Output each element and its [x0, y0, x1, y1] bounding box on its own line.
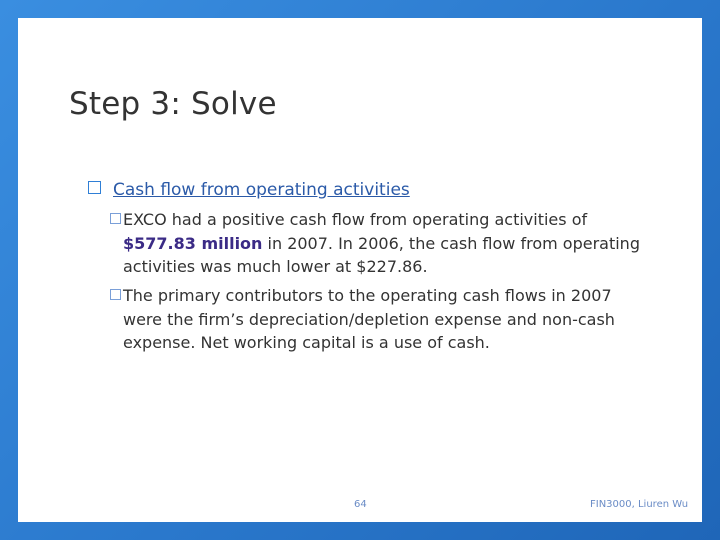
slide-canvas [18, 18, 702, 522]
sub-bullet-item [123, 284, 643, 355]
highlighted-amount: $577.83 million [123, 233, 263, 253]
heading-link[interactable]: Cash flow from operating activities [113, 180, 410, 200]
sub-bullet-item [123, 208, 643, 279]
page-number: 64 [354, 499, 367, 510]
bullet-text: in 2007. In 2006, the cash flow from operating activities was much lower at $227.86. [123, 233, 640, 276]
square-bullet-icon [88, 181, 101, 194]
square-bullet-icon [110, 213, 121, 224]
square-bullet-icon [110, 289, 121, 300]
heading-bullet-item [96, 180, 410, 200]
bullet-text: The primary contributors to the operating cash flows in 2007 were the firm’s depreciation/depletion expense and non-cash expense. Net working capital is a use of cash. [123, 286, 615, 352]
bullet-text: EXCO had a positive cash flow from operating activities of [123, 210, 588, 229]
footer-text: FIN3000, Liuren Wu [590, 499, 689, 510]
slide-title: Step 3: Solve [69, 86, 277, 122]
